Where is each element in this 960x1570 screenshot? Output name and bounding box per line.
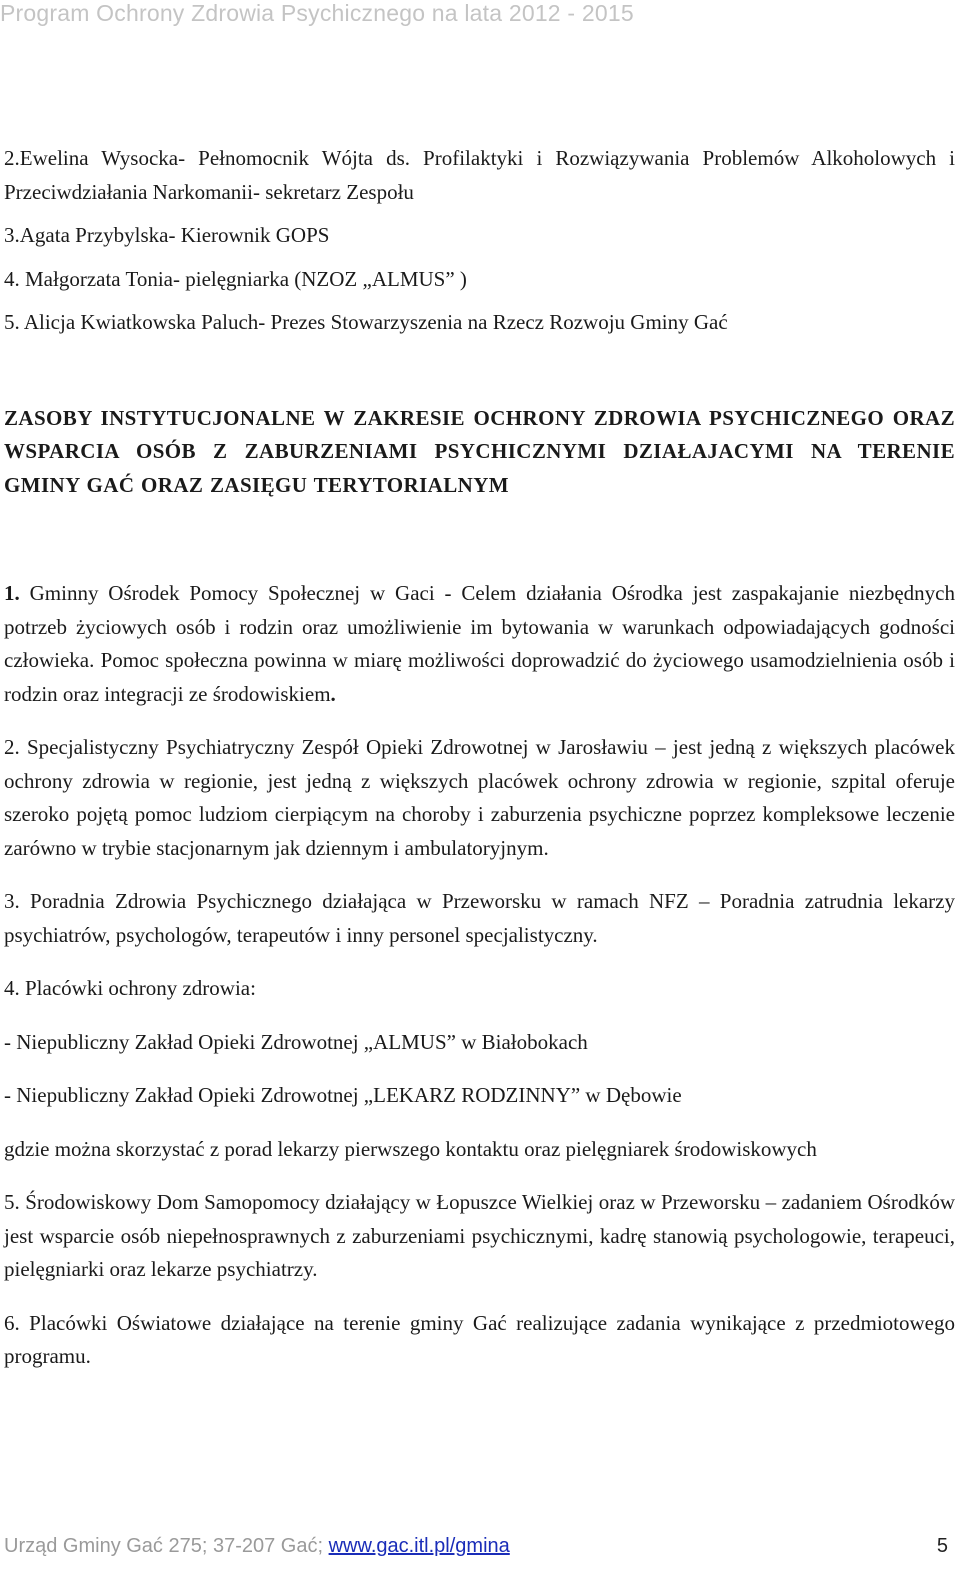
- resource-item-4-almus: - Niepubliczny Zakład Opieki Zdrowotnej „ALMUS” w Białobokach: [4, 1029, 588, 1054]
- header-title: Program Ochrony Zdrowia Psychicznego na lata 2012 - 2015: [0, 0, 634, 26]
- footer-link[interactable]: www.gac.itl.pl/gmina: [328, 1535, 510, 1557]
- member-item-5: 5. Alicja Kwiatkowska Paluch- Prezes Stowarzyszenia na Rzecz Rozwoju Gminy Gać: [4, 310, 728, 334]
- resource-item-1-end: .: [330, 681, 336, 706]
- page-body: [4, 142, 955, 1374]
- resource-item-6: 6. Placówki Oświatowe działające na terenie gminy Gać realizujące zadania wynikające z przedmiotowego programu.: [4, 1310, 955, 1368]
- footer-address: Urząd Gminy Gać 275; 37-207 Gać;: [4, 1535, 329, 1557]
- resource-item-1-number: 1.: [4, 581, 20, 605]
- footer-left: [4, 1535, 510, 1558]
- resource-item-1-text: Gminny Ośrodek Pomocy Społecznej w Gaci - Celem działania Ośrodka jest zaspakajanie niezbędnych potrzeb życiowych osób i rodzin oraz umożliwienie im bytowania w warunkach odpowiadających godności człowieka. Pomoc społeczna powinna w miarę możliwości doprowadzić do życiowego usamodzielnienia osób i rodzin oraz integracji ze środowiskiem: [4, 581, 955, 706]
- page-number: 5: [936, 1535, 948, 1557]
- resource-item-4-note: gdzie można skorzystać z porad lekarzy pierwszego kontaktu oraz pielęgniarek środowiskowych: [4, 1136, 817, 1161]
- resource-item-4: 4. Placówki ochrony zdrowia:: [4, 976, 256, 1000]
- page-footer: [4, 1535, 948, 1558]
- running-header: [0, 0, 634, 27]
- member-item-4: 4. Małgorzata Tonia- pielęgniarka (NZOZ „ALMUS” ): [4, 266, 467, 291]
- member-item-2: 2.Ewelina Wysocka- Pełnomocnik Wójta ds. Profilaktyki i Rozwiązywania Problemów Alkoholowych i Przeciwdziałania Narkomanii- sekretarz Zespołu: [4, 146, 955, 204]
- section-heading: ZASOBY INSTYTUCJONALNE W ZAKRESIE OCHRONY ZDROWIA PSYCHICZNEGO ORAZ WSPARCIA OSÓB Z ZABURZENIAMI PSYCHICZNYMI DZIAŁAJACYMI NA TERENIE GMINY GAĆ ORAZ ZASIĘGU TERYTORIALNYM: [4, 405, 955, 497]
- resource-item-4-lekarz-rodzinny: - Niepubliczny Zakład Opieki Zdrowotnej „LEKARZ RODZINNY” w Dębowie: [4, 1083, 682, 1107]
- resource-item-5: 5. Środowiskowy Dom Samopomocy działający w Łopuszce Wielkiej oraz w Przeworsku – zadaniem Ośrodków jest wsparcie osób niepełnosprawnych z zaburzeniami psychicznymi, kadrę stanowią psychologowie, terapeuci, pielęgniarki oraz lekarze psychiatrzy.: [4, 1190, 955, 1281]
- resource-item-2: 2. Specjalistyczny Psychiatryczny Zespół Opieki Zdrowotnej w Jarosławiu – jest jedną z większych placówek ochrony zdrowia w regionie, jest jedną z większych placówek ochrony zdrowia w regionie, szpital oferuje szeroko pojętą pomoc ludziom cierpiącym na choroby i zaburzenia psychiczne poprzez kompleksowe leczenie zarówno w trybie stacjonarnym jak dziennym i ambulatoryjnym.: [4, 735, 955, 860]
- resource-item-1: [4, 577, 955, 711]
- resource-item-3: 3. Poradnia Zdrowia Psychicznego działająca w Przeworsku w ramach NFZ – Poradnia zatrudnia lekarzy psychiatrów, psychologów, terapeutów i inny personel specjalistyczny.: [4, 889, 955, 947]
- member-item-3: 3.Agata Przybylska- Kierownik GOPS: [4, 223, 330, 247]
